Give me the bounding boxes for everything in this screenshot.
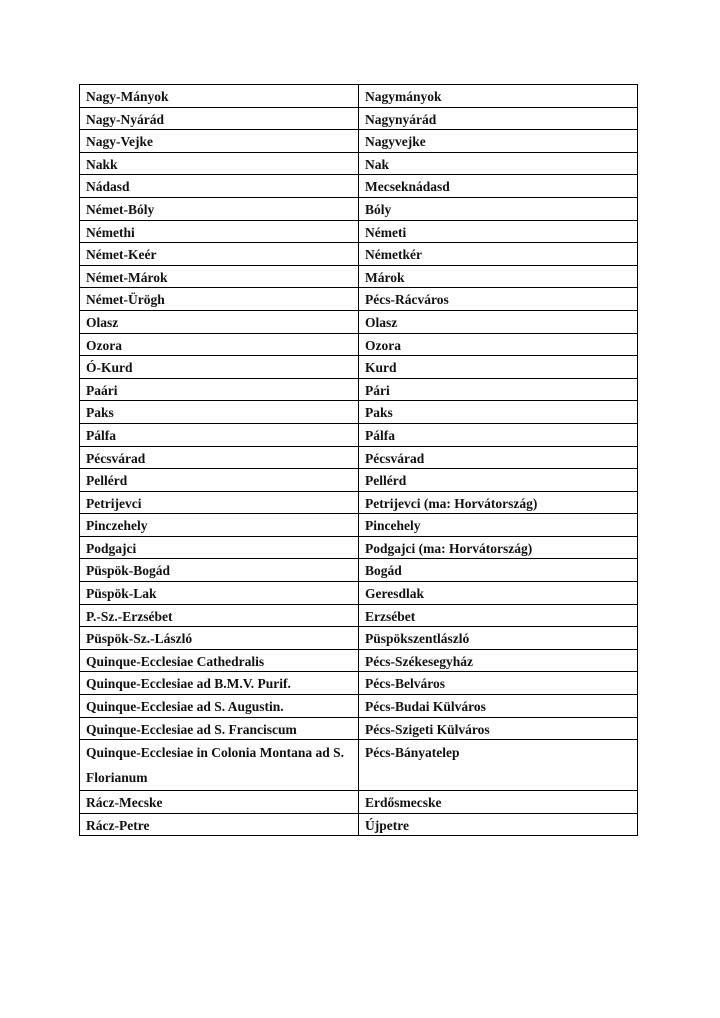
- table-row: [80, 491, 638, 514]
- current-name-cell: Pécs-Szigeti Külváros: [359, 717, 638, 740]
- table-row: [80, 813, 638, 836]
- table-row: [80, 604, 638, 627]
- old-name-cell: Ó-Kurd: [80, 356, 359, 379]
- current-name-cell: Erdősmecske: [359, 791, 638, 814]
- old-name-cell: Német-Keér: [80, 243, 359, 266]
- current-name-cell: Nagynyárád: [359, 107, 638, 130]
- table-row: [80, 356, 638, 379]
- current-name-cell: Németkér: [359, 243, 638, 266]
- current-name-cell: Pári: [359, 378, 638, 401]
- current-name-cell: Pálfa: [359, 423, 638, 446]
- table-row: [80, 310, 638, 333]
- old-name-cell: Német-Márok: [80, 265, 359, 288]
- current-name-cell: Nak: [359, 152, 638, 175]
- table-row: [80, 288, 638, 311]
- table-row: [80, 401, 638, 424]
- table-row: [80, 469, 638, 492]
- current-name-cell: Mecseknádasd: [359, 175, 638, 198]
- table-row: [80, 175, 638, 198]
- current-name-cell: Pécs-Belváros: [359, 672, 638, 695]
- table-row: [80, 197, 638, 220]
- old-name-cell: Nádasd: [80, 175, 359, 198]
- table-body: [80, 85, 638, 836]
- current-name-cell: Bóly: [359, 197, 638, 220]
- old-name-cell: Nagy-Vejke: [80, 130, 359, 153]
- place-names-table: [79, 84, 638, 836]
- current-name-cell: Újpetre: [359, 813, 638, 836]
- table-row: [80, 220, 638, 243]
- old-name-cell: Ozora: [80, 333, 359, 356]
- current-name-cell: Pécs-Székesegyház: [359, 649, 638, 672]
- old-name-cell: Nagy-Nyárád: [80, 107, 359, 130]
- old-name-cell: Pellérd: [80, 469, 359, 492]
- current-name-cell: Pécs-Bányatelep: [359, 740, 638, 791]
- table-row: [80, 243, 638, 266]
- table-row: [80, 582, 638, 605]
- table-row: [80, 791, 638, 814]
- table-row: [80, 559, 638, 582]
- current-name-cell: Nagymányok: [359, 85, 638, 108]
- current-name-cell: Püspökszentlászló: [359, 627, 638, 650]
- table-row: [80, 446, 638, 469]
- current-name-cell: Petrijevci (ma: Horvátország): [359, 491, 638, 514]
- current-name-cell: Erzsébet: [359, 604, 638, 627]
- current-name-cell: Pécs-Rácváros: [359, 288, 638, 311]
- table-row: [80, 152, 638, 175]
- table-row: [80, 740, 638, 791]
- current-name-cell: Geresdlak: [359, 582, 638, 605]
- old-name-cell: P.-Sz.-Erzsébet: [80, 604, 359, 627]
- current-name-cell: Kurd: [359, 356, 638, 379]
- old-name-cell: Paári: [80, 378, 359, 401]
- current-name-cell: Bogád: [359, 559, 638, 582]
- current-name-cell: Pécs-Budai Külváros: [359, 695, 638, 718]
- old-name-cell: Quinque-Ecclesiae ad S. Franciscum: [80, 717, 359, 740]
- old-name-cell: Pinczehely: [80, 514, 359, 537]
- old-name-cell: Püspök-Lak: [80, 582, 359, 605]
- old-name-cell: Quinque-Ecclesiae ad S. Augustin.: [80, 695, 359, 718]
- table-row: [80, 85, 638, 108]
- current-name-cell: Pellérd: [359, 469, 638, 492]
- table-row: [80, 536, 638, 559]
- old-name-cell: Podgajci: [80, 536, 359, 559]
- table-row: [80, 265, 638, 288]
- current-name-cell: Paks: [359, 401, 638, 424]
- old-name-cell: Rácz-Petre: [80, 813, 359, 836]
- old-name-cell: Rácz-Mecske: [80, 791, 359, 814]
- old-name-cell: Pálfa: [80, 423, 359, 446]
- old-name-cell: Quinque-Ecclesiae in Colonia Montana ad S. Florianum: [80, 740, 359, 791]
- current-name-cell: Márok: [359, 265, 638, 288]
- current-name-cell: Ozora: [359, 333, 638, 356]
- old-name-cell: Német-Bóly: [80, 197, 359, 220]
- old-name-cell: Nakk: [80, 152, 359, 175]
- table-row: [80, 672, 638, 695]
- table-row: [80, 107, 638, 130]
- old-name-cell: Paks: [80, 401, 359, 424]
- table-row: [80, 423, 638, 446]
- current-name-cell: Németi: [359, 220, 638, 243]
- old-name-cell: Petrijevci: [80, 491, 359, 514]
- table-row: [80, 627, 638, 650]
- current-name-cell: Pincehely: [359, 514, 638, 537]
- table-row: [80, 333, 638, 356]
- old-name-cell: Olasz: [80, 310, 359, 333]
- old-name-cell: Nagy-Mányok: [80, 85, 359, 108]
- old-name-cell: Német-Ürögh: [80, 288, 359, 311]
- old-name-cell: Némethi: [80, 220, 359, 243]
- old-name-cell: Püspök-Sz.-László: [80, 627, 359, 650]
- table-row: [80, 649, 638, 672]
- current-name-cell: Pécsvárad: [359, 446, 638, 469]
- old-name-cell: Püspök-Bogád: [80, 559, 359, 582]
- current-name-cell: Podgajci (ma: Horvátország): [359, 536, 638, 559]
- table-row: [80, 378, 638, 401]
- table-row: [80, 695, 638, 718]
- current-name-cell: Olasz: [359, 310, 638, 333]
- table-row: [80, 514, 638, 537]
- old-name-cell: Quinque-Ecclesiae ad B.M.V. Purif.: [80, 672, 359, 695]
- current-name-cell: Nagyvejke: [359, 130, 638, 153]
- table-row: [80, 717, 638, 740]
- old-name-cell: Pécsvárad: [80, 446, 359, 469]
- old-name-cell: Quinque-Ecclesiae Cathedralis: [80, 649, 359, 672]
- table-row: [80, 130, 638, 153]
